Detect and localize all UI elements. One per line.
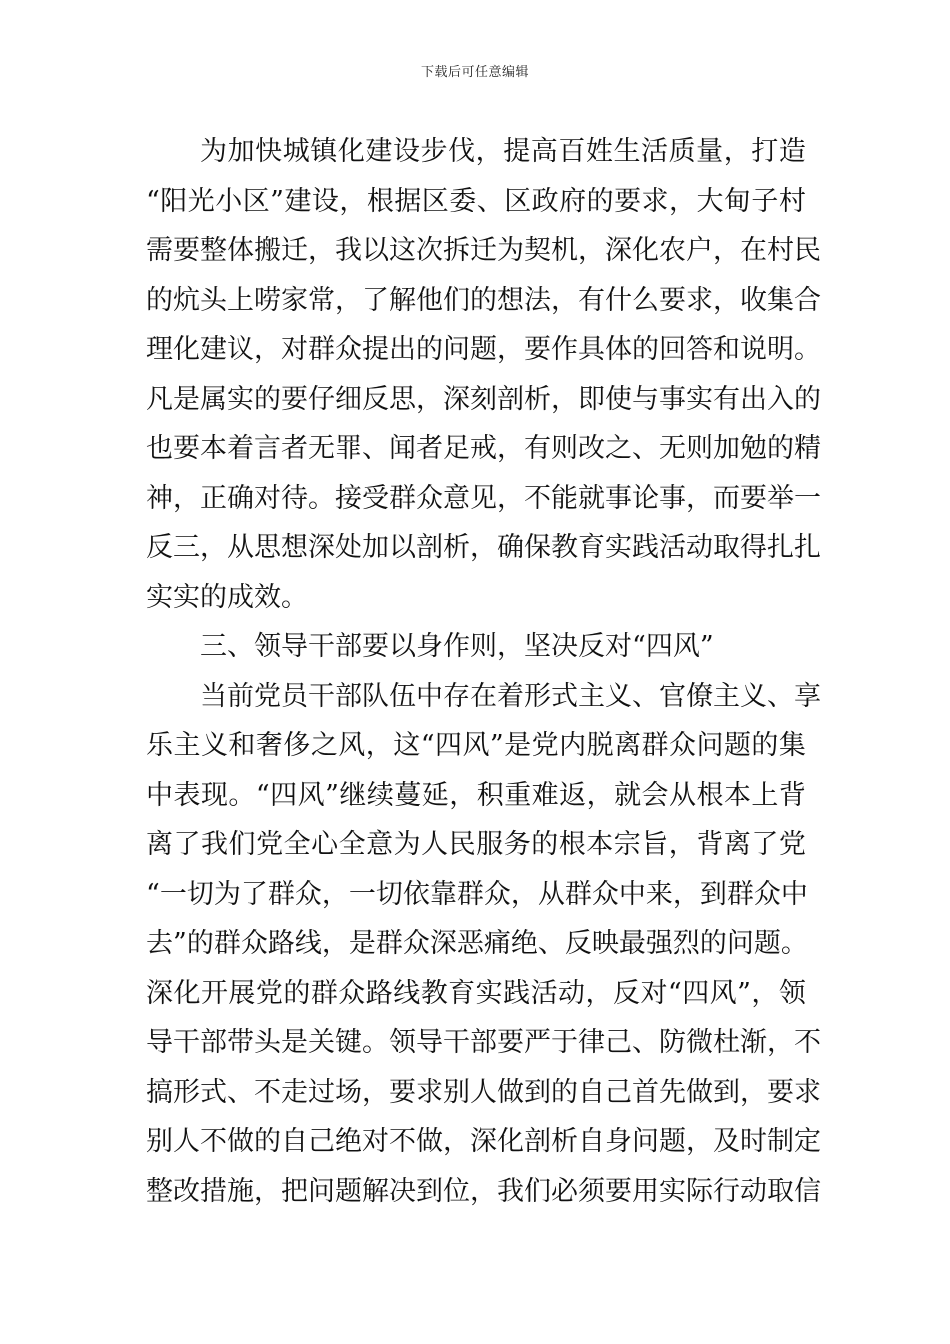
text-line: “ 阳 光 小 区 ” 建 设 ， 根 据 区 委 、 区 政 府 的 要 求 ， 大 甸 子 村 bbox=[146, 185, 806, 217]
text-line: 搞 形 式 、 不 走 过 场 ， 要 求 别 人 做 到 的 自 己 首 先 做 到 ， 要 求 bbox=[146, 1076, 821, 1108]
text-line: 神 ， 正 确 对 待 。 接 受 群 众 意 见 ， 不 能 就 事 论 事 ， 而 要 举 一 bbox=[146, 482, 821, 514]
text-line: 也 要 本 着 言 者 无 罪 、 闻 者 足 戒 ， 有 则 改 之 、 无 则 加 勉 的 精 bbox=[146, 433, 821, 464]
text-line: “ 一 切 为 了 群 众 ， 一 切 依 靠 群 众 ， 从 群 众 中 来 ， 到 群 众 中 bbox=[146, 878, 808, 910]
text-line: 导 干 部 带 头 是 关 键 。 领 导 干 部 要 严 于 律 己 、 防 微 杜 渐 ， 不 bbox=[146, 1027, 821, 1058]
text-line: 别 人 不 做 的 自 己 绝 对 不 做 ， 深 化 剖 析 自 身 问 题 ， 及 时 制 定 bbox=[146, 1126, 821, 1157]
text-line: 当 前 党 员 干 部 队 伍 中 存 在 着 形 式 主 义 、 官 僚 主 义 、 享 bbox=[200, 680, 821, 712]
text-line: 需 要 整 体 搬 迁 ， 我 以 这 次 拆 迁 为 契 机 ， 深 化 农 户 ， 在 村 民 bbox=[146, 235, 821, 266]
text-line: 乐 主 义 和 奢 侈 之 风 ， 这 “ 四 风 ” 是 党 内 脱 离 群 众 问 题 的 集 bbox=[146, 730, 806, 761]
page-header: 下载后可任意编辑 bbox=[420, 65, 529, 80]
text-line: 离 了 我 们 党 全 心 全 意 为 人 民 服 务 的 根 本 宗 旨 ， 背 离 了 党 bbox=[146, 829, 806, 860]
text-line: 中 表 现 。 “ 四 风 ” 继 续 蔓 延 ， 积 重 难 返 ， 就 会 从 根 本 上 背 bbox=[146, 779, 806, 811]
document-body bbox=[146, 127, 821, 1216]
text-line: 的 炕 头 上 唠 家 常 ， 了 解 他 们 的 想 法 ， 有 什 么 要 求 ， 收 集 合 bbox=[146, 284, 821, 316]
text-line: 反 三 ， 从 思 想 深 处 加 以 剖 析 ， 确 保 教 育 实 践 活 动 取 得 扎 扎 bbox=[146, 532, 821, 563]
text-line: 实 实 的 成 效 。 bbox=[146, 581, 308, 613]
text-line: 凡 是 属 实 的 要 仔 细 反 思 ， 深 刻 剖 析 ， 即 使 与 事 实 有 出 入 的 bbox=[146, 383, 821, 415]
text-line: 为 加 快 城 镇 化 建 设 步 伐 ， 提 高 百 姓 生 活 质 量 ， 打 造 bbox=[200, 136, 806, 167]
text-line: 三 、 领 导 干 部 要 以 身 作 则 ， 坚 决 反 对 “ 四 风 ” bbox=[200, 631, 714, 662]
text-line: 去 ” 的 群 众 路 线 ， 是 群 众 深 恶 痛 绝 、 反 映 最 强 烈 的 问 题 。 bbox=[146, 928, 808, 959]
text-line: 理 化 建 议 ， 对 群 众 提 出 的 问 题 ， 要 作 具 体 的 回 答 和 说 明 。 bbox=[146, 334, 821, 365]
text-line: 深 化 开 展 党 的 群 众 路 线 教 育 实 践 活 动 ， 反 对 “ 四 风 ” ， 领 bbox=[146, 977, 806, 1009]
text-line: 整 改 措 施 ， 把 问 题 解 决 到 位 ， 我 们 必 须 要 用 实 际 行 动 取 信 bbox=[146, 1175, 821, 1207]
